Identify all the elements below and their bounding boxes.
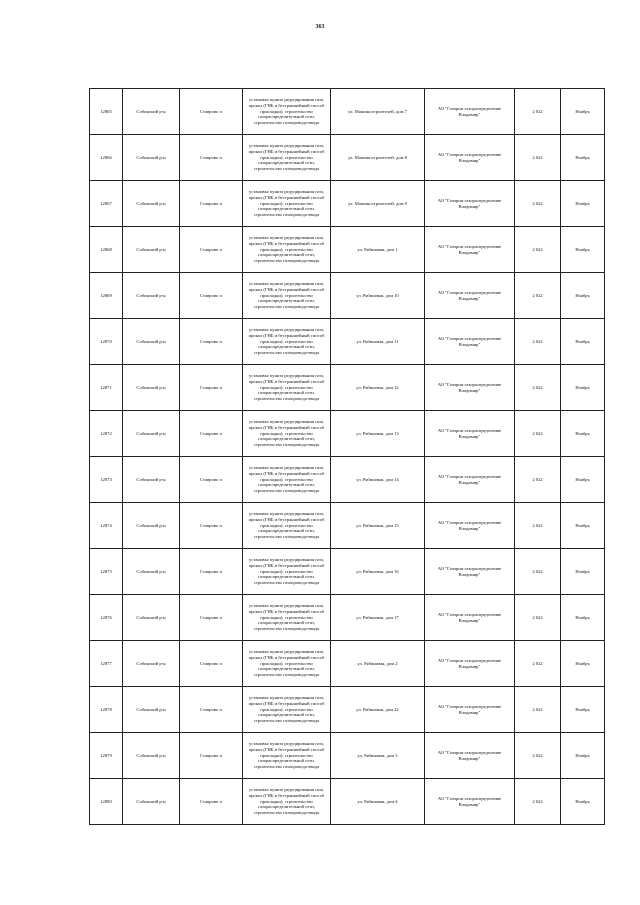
cell-year: 2 022 (515, 687, 561, 733)
cell-address: ул. Рябиновая, дом 16 (331, 549, 425, 595)
cell-address: ул. Рябиновая, дом 3 (331, 733, 425, 779)
cell-settlement: Ставрово п (180, 687, 243, 733)
cell-month: Ноябрь (561, 687, 605, 733)
cell-settlement: Ставрово п (180, 503, 243, 549)
cell-work-description: установка пункта редуцирования газа, прокол (ГНБ и бестраншейный способ прокладки), строительство газораспределительной сети, строительство газопровода-ввода (243, 319, 331, 365)
cell-work-description: установка пункта редуцирования газа, прокол (ГНБ и бестраншейный способ прокладки), строительство газораспределительной сети, строительство газопровода-ввода (243, 549, 331, 595)
cell-year: 2 022 (515, 641, 561, 687)
cell-year: 2 022 (515, 779, 561, 825)
cell-organization: АО "Газпром газораспределение Владимир" (425, 687, 515, 733)
table-row (90, 549, 605, 595)
cell-row-number: 12865 (90, 89, 123, 135)
table-row (90, 273, 605, 319)
cell-work-description: установка пункта редуцирования газа, прокол (ГНБ и бестраншейный способ прокладки), строительство газораспределительной сети, строительство газопровода-ввода (243, 457, 331, 503)
cell-district: Собинский р-н (123, 687, 180, 733)
cell-organization: АО "Газпром газораспределение Владимир" (425, 227, 515, 273)
cell-work-description: установка пункта редуцирования газа, прокол (ГНБ и бестраншейный способ прокладки), строительство газораспределительной сети, строительство газопровода-ввода (243, 503, 331, 549)
cell-year: 2 022 (515, 181, 561, 227)
cell-settlement: Ставрово п (180, 319, 243, 365)
table-row (90, 411, 605, 457)
cell-month: Ноябрь (561, 181, 605, 227)
cell-year: 2 022 (515, 89, 561, 135)
cell-row-number: 12868 (90, 227, 123, 273)
cell-work-description: установка пункта редуцирования газа, прокол (ГНБ и бестраншейный способ прокладки), строительство газораспределительной сети, строительство газопровода-ввода (243, 595, 331, 641)
cell-work-description: установка пункта редуцирования газа, прокол (ГНБ и бестраншейный способ прокладки), строительство газораспределительной сети, строительство газопровода-ввода (243, 135, 331, 181)
cell-row-number: 12880 (90, 779, 123, 825)
cell-settlement: Ставрово п (180, 365, 243, 411)
cell-month: Ноябрь (561, 89, 605, 135)
cell-year: 2 022 (515, 503, 561, 549)
gasification-registry-table (89, 88, 605, 825)
cell-work-description: установка пункта редуцирования газа, прокол (ГНБ и бестраншейный способ прокладки), строительство газораспределительной сети, строительство газопровода-ввода (243, 733, 331, 779)
cell-settlement: Ставрово п (180, 181, 243, 227)
cell-work-description: установка пункта редуцирования газа, прокол (ГНБ и бестраншейный способ прокладки), строительство газораспределительной сети, строительство газопровода-ввода (243, 89, 331, 135)
cell-year: 2 022 (515, 595, 561, 641)
cell-organization: АО "Газпром газораспределение Владимир" (425, 89, 515, 135)
cell-row-number: 12876 (90, 595, 123, 641)
cell-work-description: установка пункта редуцирования газа, прокол (ГНБ и бестраншейный способ прокладки), строительство газораспределительной сети, строительство газопровода-ввода (243, 273, 331, 319)
cell-row-number: 12875 (90, 549, 123, 595)
cell-year: 2 022 (515, 227, 561, 273)
cell-year: 2 022 (515, 365, 561, 411)
cell-year: 2 022 (515, 135, 561, 181)
cell-work-description: установка пункта редуцирования газа, прокол (ГНБ и бестраншейный способ прокладки), строительство газораспределительной сети, строительство газопровода-ввода (243, 641, 331, 687)
cell-organization: АО "Газпром газораспределение Владимир" (425, 273, 515, 319)
table-row (90, 457, 605, 503)
table-row (90, 365, 605, 411)
cell-address: ул. Рябиновая, дом 13 (331, 411, 425, 457)
table-row (90, 641, 605, 687)
table-row (90, 181, 605, 227)
table-row (90, 779, 605, 825)
table-row (90, 733, 605, 779)
cell-settlement: Ставрово п (180, 411, 243, 457)
cell-row-number: 12866 (90, 135, 123, 181)
cell-district: Собинский р-н (123, 365, 180, 411)
cell-row-number: 12873 (90, 457, 123, 503)
cell-address: ул. Рябиновая, дом 12 (331, 365, 425, 411)
cell-district: Собинский р-н (123, 549, 180, 595)
cell-year: 2 022 (515, 457, 561, 503)
cell-month: Ноябрь (561, 319, 605, 365)
cell-settlement: Ставрово п (180, 273, 243, 319)
cell-year: 2 022 (515, 549, 561, 595)
cell-settlement: Ставрово п (180, 135, 243, 181)
cell-district: Собинский р-н (123, 733, 180, 779)
cell-organization: АО "Газпром газораспределение Владимир" (425, 595, 515, 641)
cell-settlement: Ставрово п (180, 549, 243, 595)
cell-organization: АО "Газпром газораспределение Владимир" (425, 733, 515, 779)
cell-district: Собинский р-н (123, 89, 180, 135)
cell-address: ул. Рябиновая, дом 22 (331, 687, 425, 733)
table-row (90, 135, 605, 181)
cell-month: Ноябрь (561, 779, 605, 825)
cell-month: Ноябрь (561, 273, 605, 319)
cell-district: Собинский р-н (123, 779, 180, 825)
cell-address: ул. Машиностроителей, дом 8 (331, 135, 425, 181)
cell-month: Ноябрь (561, 503, 605, 549)
cell-settlement: Ставрово п (180, 227, 243, 273)
cell-organization: АО "Газпром газораспределение Владимир" (425, 365, 515, 411)
cell-district: Собинский р-н (123, 227, 180, 273)
cell-address: ул. Машиностроителей, дом 9 (331, 181, 425, 227)
cell-district: Собинский р-н (123, 595, 180, 641)
cell-work-description: установка пункта редуцирования газа, прокол (ГНБ и бестраншейный способ прокладки), строительство газораспределительной сети, строительство газопровода-ввода (243, 779, 331, 825)
cell-settlement: Ставрово п (180, 595, 243, 641)
table-row (90, 89, 605, 135)
cell-address: ул. Рябиновая, дом 14 (331, 457, 425, 503)
cell-address: ул. Рябиновая, дом 11 (331, 319, 425, 365)
cell-work-description: установка пункта редуцирования газа, прокол (ГНБ и бестраншейный способ прокладки), строительство газораспределительной сети, строительство газопровода-ввода (243, 365, 331, 411)
cell-organization: АО "Газпром газораспределение Владимир" (425, 641, 515, 687)
cell-organization: АО "Газпром газораспределение Владимир" (425, 457, 515, 503)
cell-month: Ноябрь (561, 733, 605, 779)
cell-district: Собинский р-н (123, 457, 180, 503)
cell-address: ул. Рябиновая, дом 10 (331, 273, 425, 319)
cell-address: ул. Рябиновая, дом 15 (331, 503, 425, 549)
page-number: 363 (315, 24, 325, 30)
table-row (90, 503, 605, 549)
cell-organization: АО "Газпром газораспределение Владимир" (425, 135, 515, 181)
cell-row-number: 12867 (90, 181, 123, 227)
cell-address: ул. Рябиновая, дом 4 (331, 779, 425, 825)
cell-district: Собинский р-н (123, 135, 180, 181)
cell-month: Ноябрь (561, 227, 605, 273)
cell-month: Ноябрь (561, 641, 605, 687)
cell-month: Ноябрь (561, 457, 605, 503)
cell-organization: АО "Газпром газораспределение Владимир" (425, 181, 515, 227)
table-row (90, 227, 605, 273)
cell-month: Ноябрь (561, 365, 605, 411)
cell-district: Собинский р-н (123, 641, 180, 687)
cell-district: Собинский р-н (123, 181, 180, 227)
cell-organization: АО "Газпром газораспределение Владимир" (425, 319, 515, 365)
cell-address: ул. Рябиновая, дом 2 (331, 641, 425, 687)
cell-settlement: Ставрово п (180, 457, 243, 503)
cell-district: Собинский р-н (123, 411, 180, 457)
cell-row-number: 12879 (90, 733, 123, 779)
cell-row-number: 12874 (90, 503, 123, 549)
cell-work-description: установка пункта редуцирования газа, прокол (ГНБ и бестраншейный способ прокладки), строительство газораспределительной сети, строительство газопровода-ввода (243, 411, 331, 457)
cell-organization: АО "Газпром газораспределение Владимир" (425, 503, 515, 549)
table-row (90, 687, 605, 733)
cell-year: 2 022 (515, 411, 561, 457)
cell-district: Собинский р-н (123, 503, 180, 549)
cell-month: Ноябрь (561, 549, 605, 595)
cell-row-number: 12871 (90, 365, 123, 411)
cell-month: Ноябрь (561, 595, 605, 641)
table-body (90, 89, 605, 825)
cell-settlement: Ставрово п (180, 779, 243, 825)
cell-year: 2 022 (515, 273, 561, 319)
table-row (90, 595, 605, 641)
cell-month: Ноябрь (561, 411, 605, 457)
cell-work-description: установка пункта редуцирования газа, прокол (ГНБ и бестраншейный способ прокладки), строительство газораспределительной сети, строительство газопровода-ввода (243, 181, 331, 227)
cell-district: Собинский р-н (123, 273, 180, 319)
cell-month: Ноябрь (561, 135, 605, 181)
cell-address: ул. Рябиновая, дом 1 (331, 227, 425, 273)
cell-row-number: 12869 (90, 273, 123, 319)
cell-district: Собинский р-н (123, 319, 180, 365)
cell-organization: АО "Газпром газораспределение Владимир" (425, 411, 515, 457)
cell-work-description: установка пункта редуцирования газа, прокол (ГНБ и бестраншейный способ прокладки), строительство газораспределительной сети, строительство газопровода-ввода (243, 227, 331, 273)
cell-settlement: Ставрово п (180, 733, 243, 779)
cell-address: ул. Рябиновая, дом 17 (331, 595, 425, 641)
cell-address: ул. Машиностроителей, дом 7 (331, 89, 425, 135)
cell-year: 2 022 (515, 733, 561, 779)
table-row (90, 319, 605, 365)
cell-row-number: 12877 (90, 641, 123, 687)
cell-row-number: 12870 (90, 319, 123, 365)
cell-organization: АО "Газпром газораспределение Владимир" (425, 549, 515, 595)
cell-settlement: Ставрово п (180, 641, 243, 687)
cell-year: 2 022 (515, 319, 561, 365)
cell-work-description: установка пункта редуцирования газа, прокол (ГНБ и бестраншейный способ прокладки), строительство газораспределительной сети, строительство газопровода-ввода (243, 687, 331, 733)
cell-row-number: 12878 (90, 687, 123, 733)
cell-row-number: 12872 (90, 411, 123, 457)
cell-organization: АО "Газпром газораспределение Владимир" (425, 779, 515, 825)
cell-settlement: Ставрово п (180, 89, 243, 135)
